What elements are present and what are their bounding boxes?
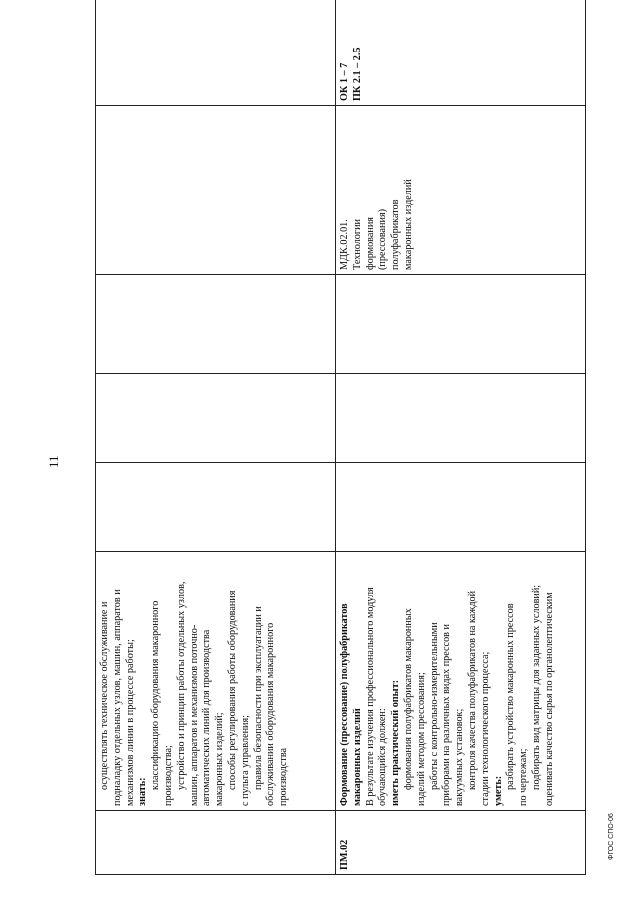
text-line: производства: [278, 747, 290, 806]
text-line: устройство и принцип работы отдельных узлов,: [175, 581, 187, 790]
text-line: по чертежам;: [518, 748, 530, 806]
text-line: (прессования): [377, 208, 389, 270]
text-line: с пульта управления;: [239, 714, 251, 806]
row2-content-lines: [339, 556, 557, 806]
text-line: механизмов линии в процессе работы;: [124, 639, 136, 806]
text-line: контроля качества полуфабрикатов на каждой: [466, 590, 478, 790]
text-line: приборами на различных видах прессов и: [441, 624, 453, 806]
row1-content-cell: [96, 552, 336, 811]
row2-mdk-lines: [339, 110, 416, 270]
text-line: иметь практический опыт:: [390, 679, 402, 806]
table-row: [96, 0, 336, 875]
text-line: ПК 2.1 – 2.5: [351, 47, 363, 101]
page-number: 11: [46, 455, 61, 468]
text-line: формования полуфабрикатов макаронных: [402, 608, 414, 790]
row1-code-cell: [96, 811, 336, 875]
text-line: классификацию оборудования макаронного: [150, 600, 162, 790]
text-line: производства;: [162, 745, 174, 806]
text-line: уметь:: [492, 775, 504, 806]
text-line: Формование (прессование) полуфабрикатов: [339, 603, 350, 806]
table-row: [336, 0, 586, 875]
row2-empty-cell-5: [336, 275, 586, 374]
text-line: обслуживании оборудования макаронного: [265, 622, 277, 806]
text-line: стадии технологического процесса;: [479, 651, 491, 806]
row2-code-cell: ПМ.02: [336, 811, 586, 875]
text-line: макаронных изделий;: [214, 712, 226, 806]
text-line: обучающийся должен:: [377, 708, 389, 806]
row2-content-cell: [336, 552, 586, 811]
row1-empty-cell-5: [96, 275, 336, 374]
text-line: ОК 1 – 7: [339, 62, 350, 101]
text-line: правила безопасности при эксплуатации и: [252, 606, 264, 790]
text-line: макаронных изделий: [351, 708, 363, 806]
text-line: подбирать вид матрицы для заданных условий;: [530, 584, 542, 790]
rotated-table-container: [95, 47, 585, 875]
text-line: знать:: [137, 777, 149, 806]
text-line: оценивать качество сырья по органолептическим: [543, 592, 555, 806]
row1-content-lines: [99, 556, 291, 806]
text-line: макаронных изделий: [402, 179, 414, 270]
curriculum-table: [95, 0, 586, 875]
text-line: подналадку отдельных узлов, машин, аппаратов и: [111, 589, 123, 806]
row1-competence-cell: [96, 0, 336, 106]
row2-empty-cell-4: [336, 374, 586, 463]
row2-mdk-cell: [336, 106, 586, 275]
text-line: формования: [364, 217, 376, 270]
text-line: полуфабрикатов: [390, 199, 402, 270]
text-line: Технологии: [351, 219, 363, 270]
row1-empty-cell-4: [96, 374, 336, 463]
row1-mdk-cell: [96, 106, 336, 275]
text-line: разбирать устройство макаронных прессов: [505, 603, 517, 790]
text-line: изделий методом прессования;: [415, 672, 427, 806]
row2-competence-cell: [336, 0, 586, 106]
text-line: В результате изучения профессионального модуля: [364, 587, 376, 806]
row2-competence-lines: [339, 0, 365, 101]
text-line: МДК.02.01.: [339, 219, 350, 270]
text-line: осуществлять техническое обслуживание и: [99, 601, 110, 790]
footer-standard-mark: ФГОС СПО-06: [608, 813, 615, 860]
text-line: вакуумных установок;: [454, 708, 466, 806]
row2-empty-cell-3: [336, 463, 586, 552]
text-line: способы регулирования работы оборудования: [226, 590, 238, 790]
text-line: автоматических линий для производства: [201, 629, 213, 806]
text-line: работы с контрольно-измерительными: [428, 622, 440, 790]
text-line: машин, аппаратов и механизмов поточно-: [188, 624, 200, 806]
row1-empty-cell-3: [96, 463, 336, 552]
